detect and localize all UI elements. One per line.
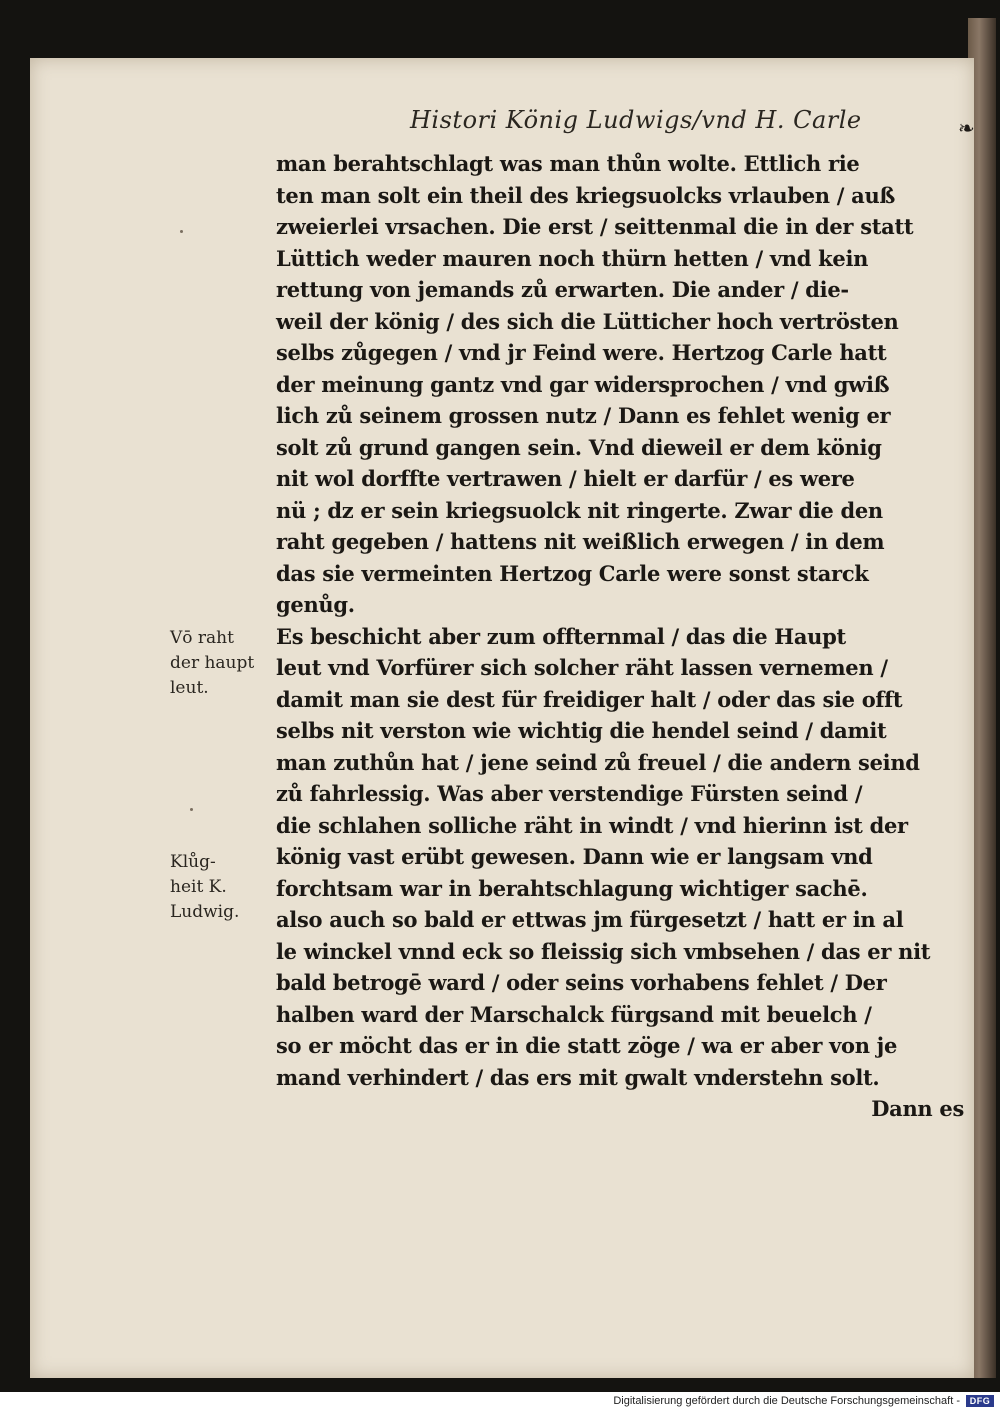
text-line: mand verhindert / das ers mit gwalt vnderstehn solt. xyxy=(276,1064,880,1090)
text-line: nit wol dorffte vertrawen / hielt er darfür / es were xyxy=(276,466,855,491)
marginal-note-line: Ludwig. xyxy=(170,902,240,922)
text-line: der meinung gantz vnd gar widersprochen / vnd gwiß xyxy=(276,371,890,397)
text-line: forchtsam war in berahtschlagung wichtiger sachē. xyxy=(276,875,868,901)
text-line: halben ward der Marschalck fürgsand mit beuelch / xyxy=(276,1001,872,1027)
text-line: so er möcht das er in die statt zöge / wa er aber von je xyxy=(276,1033,898,1058)
page-mark: ❧ xyxy=(958,116,975,140)
main-text-block xyxy=(276,148,966,1125)
funding-credit: Digitalisierung gefördert durch die Deutsche Forschungsgemeinschaft - xyxy=(613,1395,960,1407)
text-line: man berahtschlagt was man thůn wolte. Ettlich rie xyxy=(276,151,860,176)
text-line: bald betrogē ward / oder seins vorhabens fehlet / Der xyxy=(276,970,887,995)
marginal-note-line: Vō raht xyxy=(170,628,234,648)
marginal-note xyxy=(170,626,280,701)
book-page xyxy=(30,58,974,1378)
text-line: ten man solt ein theil des kriegsuolcks vrlauben / auß xyxy=(276,182,896,208)
paper-speck xyxy=(180,230,183,233)
paper-speck xyxy=(190,808,193,811)
text-line: nü ; dz er sein kriegsuolck nit ringerte. Zwar die den xyxy=(276,497,883,523)
text-line: le winckel vnnd eck so fleissig sich vmbsehen / das er nit xyxy=(276,938,931,964)
text-line: Es beschicht aber zum offternmal / das die Haupt xyxy=(276,623,846,649)
marginal-note-line: der haupt xyxy=(170,653,255,673)
text-line: leut vnd Vorfürer sich solcher räht lassen vernemen / xyxy=(276,655,888,680)
footer-bar xyxy=(0,1392,1000,1410)
text-line: rettung von jemands zů erwarten. Die ander / die- xyxy=(276,277,849,302)
text-line: die schlahen solliche räht in windt / vnd hierinn ist der xyxy=(276,812,908,838)
text-line: man zuthůn hat / jene seind zů freuel / die andern seind xyxy=(276,749,920,775)
text-line: zů fahrlessig. Was aber verstendige Fürsten seind / xyxy=(276,781,863,806)
running-head: Histori König Ludwigs/vnd H. Carle xyxy=(410,106,862,134)
text-line: das sie vermeinten Hertzog Carle were sonst starck xyxy=(276,560,869,586)
text-line: also auch so bald er ettwas jm fürgesetzt / hatt er in al xyxy=(276,907,904,932)
text-line: raht gegeben / hattens nit weißlich erwegen / in dem xyxy=(276,529,885,554)
text-line: solt zů grund gangen sein. Vnd dieweil er dem könig xyxy=(276,434,882,460)
catchword: Dann es xyxy=(871,1096,964,1121)
marginal-note-line: leut. xyxy=(170,678,209,698)
text-line: Lüttich weder mauren noch thürn hetten / vnd kein xyxy=(276,245,869,271)
text-line: selbs nit verston wie wichtig die hendel seind / damit xyxy=(276,718,887,743)
text-line: lich zů seinem grossen nutz / Dann es fehlet wenig er xyxy=(276,403,891,428)
text-line: weil der könig / des sich die Lütticher hoch vertrösten xyxy=(276,308,899,334)
text-line: damit man sie dest für freidiger halt / oder das sie offt xyxy=(276,686,903,712)
text-line: genůg. xyxy=(276,592,355,617)
marginal-note-line: Klůg- xyxy=(170,852,216,872)
text-line: zweierlei vrsachen. Die erst / seittenmal die in der statt xyxy=(276,214,914,239)
marginal-note xyxy=(170,850,280,925)
text-line: könig vast erübt gewesen. Dann wie er langsam vnd xyxy=(276,844,873,869)
text-line: selbs zůgegen / vnd jr Feind were. Hertzog Carle hatt xyxy=(276,340,887,365)
dfg-logo: DFG xyxy=(966,1395,994,1407)
marginal-note-line: heit K. xyxy=(170,877,227,897)
